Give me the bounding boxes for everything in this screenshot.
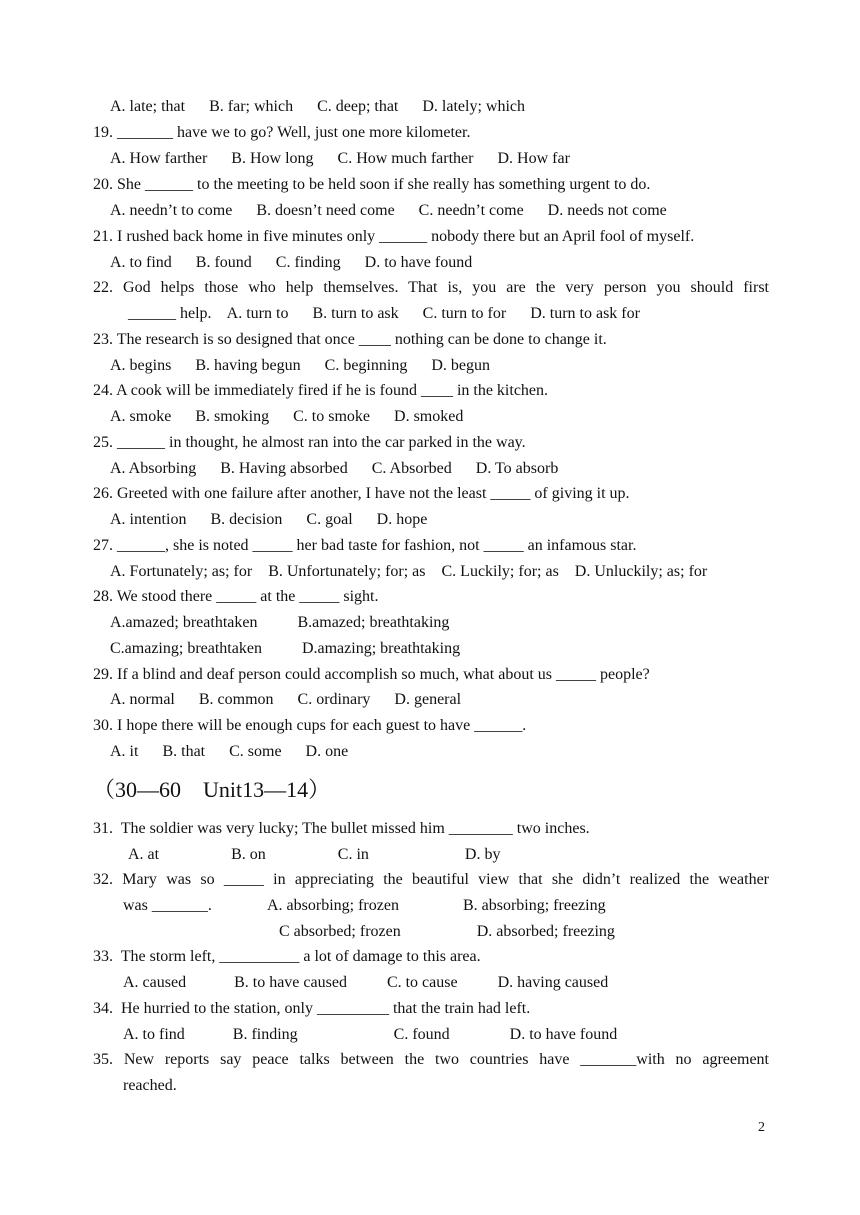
q25-options: A. Absorbing B. Having absorbed C. Absorbed D. To absorb [110, 460, 559, 477]
q18-options: A. late; that B. far; which C. deep; that D. lately; which [110, 98, 526, 115]
q19-options: A. How farther B. How long C. How much farther D. How far [110, 150, 570, 167]
q34-stem: 34. He hurried to the station, only _________ that the train had left. [93, 1000, 531, 1017]
q30-options: A. it B. that C. some D. one [110, 743, 349, 760]
section-heading: （30—60 Unit13—14） [93, 777, 331, 802]
q28-options-row2: C.amazing; breathtaken D.amazing; breathtaking [110, 640, 461, 657]
q20-stem: 20. She ______ to the meeting to be held soon if she really has something urgent to do. [93, 176, 651, 193]
q23-options: A. begins B. having begun C. beginning D. begun [110, 357, 490, 374]
q32-options-row2: C absorbed; frozen D. absorbed; freezing [279, 923, 615, 940]
q32-stem: 32. Mary was so _____ in appreciating the beautiful view that she didn’t realized the weather [93, 871, 769, 888]
q31-stem: 31. The soldier was very lucky; The bullet missed him ________ two inches. [93, 820, 590, 837]
q35-stem-cont: reached. [123, 1077, 177, 1094]
q26-stem: 26. Greeted with one failure after another, I have not the least _____ of giving it up. [93, 485, 630, 502]
q34-options: A. to find B. finding C. found D. to have found [123, 1026, 618, 1043]
q33-stem: 33. The storm left, __________ a lot of damage to this area. [93, 948, 481, 965]
q30-stem: 30. I hope there will be enough cups for each guest to have ______. [93, 717, 527, 734]
q31-options: A. at B. on C. in D. by [128, 846, 501, 863]
page-number: 2 [758, 1120, 765, 1135]
q21-options: A. to find B. found C. finding D. to have found [110, 254, 473, 271]
q24-options: A. smoke B. smoking C. to smoke D. smoked [110, 408, 464, 425]
q35-stem: 35. New reports say peace talks between the two countries have _______with no agreement [93, 1051, 769, 1068]
q24-stem: 24. A cook will be immediately fired if he is found ____ in the kitchen. [93, 382, 549, 399]
q20-options: A. needn’t to come B. doesn’t need come C. needn’t come D. needs not come [110, 202, 667, 219]
q22-stem: 22. God helps those who help themselves. That is, you are the very person you should first [93, 279, 769, 296]
q28-options-row1: A.amazed; breathtaken B.amazed; breathtaking [110, 614, 450, 631]
q32-stem-cont-options: was _______. A. absorbing; frozen B. absorbing; freezing [123, 897, 606, 914]
q26-options: A. intention B. decision C. goal D. hope [110, 511, 428, 528]
q22-options: ______ help. A. turn to B. turn to ask C. turn to for D. turn to ask for [128, 305, 640, 322]
q19-stem: 19. _______ have we to go? Well, just one more kilometer. [93, 124, 471, 141]
q25-stem: 25. ______ in thought, he almost ran into the car parked in the way. [93, 434, 526, 451]
q27-options: A. Fortunately; as; for B. Unfortunately; for; as C. Luckily; for; as D. Unluckily; as; for [110, 563, 708, 580]
q29-stem: 29. If a blind and deaf person could accomplish so much, what about us _____ people? [93, 666, 650, 683]
q21-stem: 21. I rushed back home in five minutes only ______ nobody there but an April fool of myself. [93, 228, 695, 245]
q27-stem: 27. ______, she is noted _____ her bad taste for fashion, not _____ an infamous star. [93, 537, 637, 554]
q23-stem: 23. The research is so designed that once ____ nothing can be done to change it. [93, 331, 607, 348]
q33-options: A. caused B. to have caused C. to cause D. having caused [123, 974, 609, 991]
q29-options: A. normal B. common C. ordinary D. general [110, 691, 462, 708]
q28-stem: 28. We stood there _____ at the _____ sight. [93, 588, 379, 605]
